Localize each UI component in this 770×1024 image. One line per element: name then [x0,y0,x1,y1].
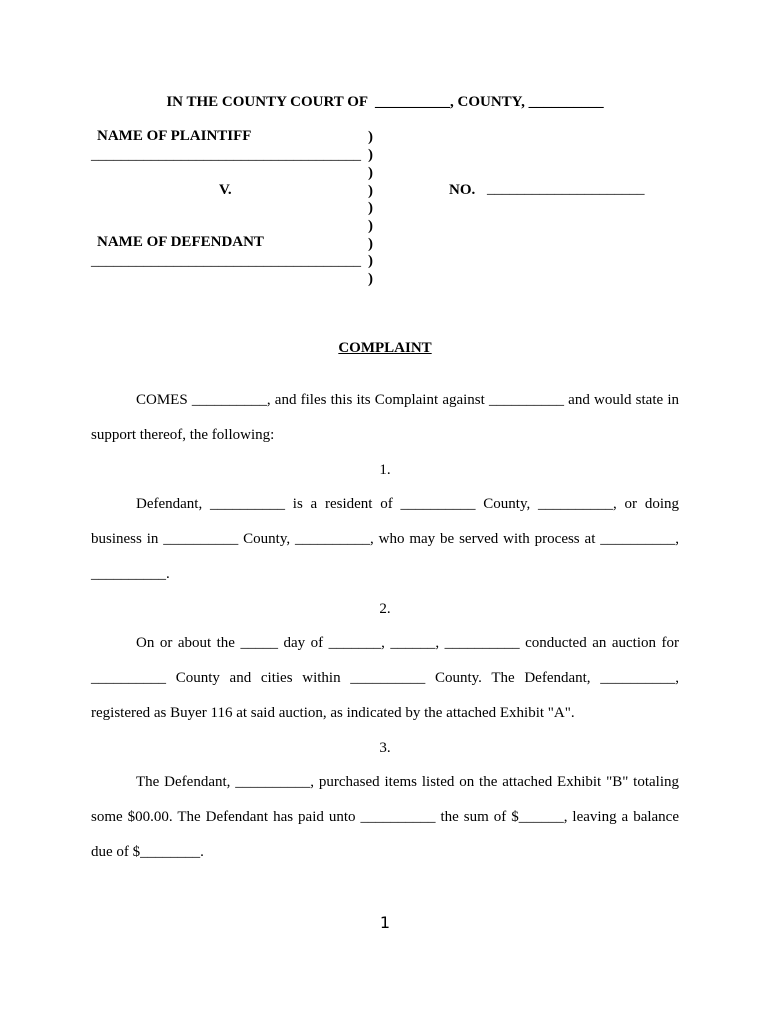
caption-paren: ) [368,218,373,234]
paragraph-number: 2. [379,601,391,617]
caption-paren: ) [368,271,373,287]
paragraph-body: The Defendant, __________, purchased items listed on the attached Exhibit "B" totaling some $00.00. The Defendant has paid unto __________ the sum of $______, leaving a balance due of $________. [91,774,679,860]
caption-paren: ) [368,200,373,216]
caption-paren: ) [368,183,373,199]
defendant-name-line: ____________________________________ [91,253,361,269]
versus-label: V. [219,182,232,198]
paragraph-body: On or about the _____ day of _______, ______, __________ conducted an auction for __________ County and cities within __________ County. The Defendant, __________, registered as Buyer 116 at said auction, as indicated by the attached Exhibit "A". [91,635,679,721]
caption-paren: ) [368,147,373,163]
caption-paren: ) [368,129,373,145]
paragraph-number: 1. [379,462,391,478]
caption-paren: ) [368,165,373,181]
document-title: COMPLAINT [338,340,432,356]
caption-paren: ) [368,236,373,252]
paragraph-body: Defendant, __________ is a resident of __________ County, __________, or doing business in __________ County, __________, who may be served with process at __________, __________. [91,496,679,582]
case-number-label: NO. [449,182,476,198]
case-number-line: _____________________ [487,181,645,197]
plaintiff-label: NAME OF PLAINTIFF [97,128,252,144]
intro-paragraph-line-2: support thereof, the following: [91,427,275,443]
defendant-label: NAME OF DEFENDANT [97,234,264,250]
court-heading: IN THE COUNTY COURT OF __________, COUNTY, __________ [166,94,604,110]
plaintiff-name-line: ____________________________________ [91,147,361,163]
page-number: 1 [379,913,391,932]
intro-paragraph-line-1: COMES __________, and files this its Complaint against __________ and would state in [136,392,679,408]
paragraph-number: 3. [379,740,391,756]
caption-paren: ) [368,253,373,269]
